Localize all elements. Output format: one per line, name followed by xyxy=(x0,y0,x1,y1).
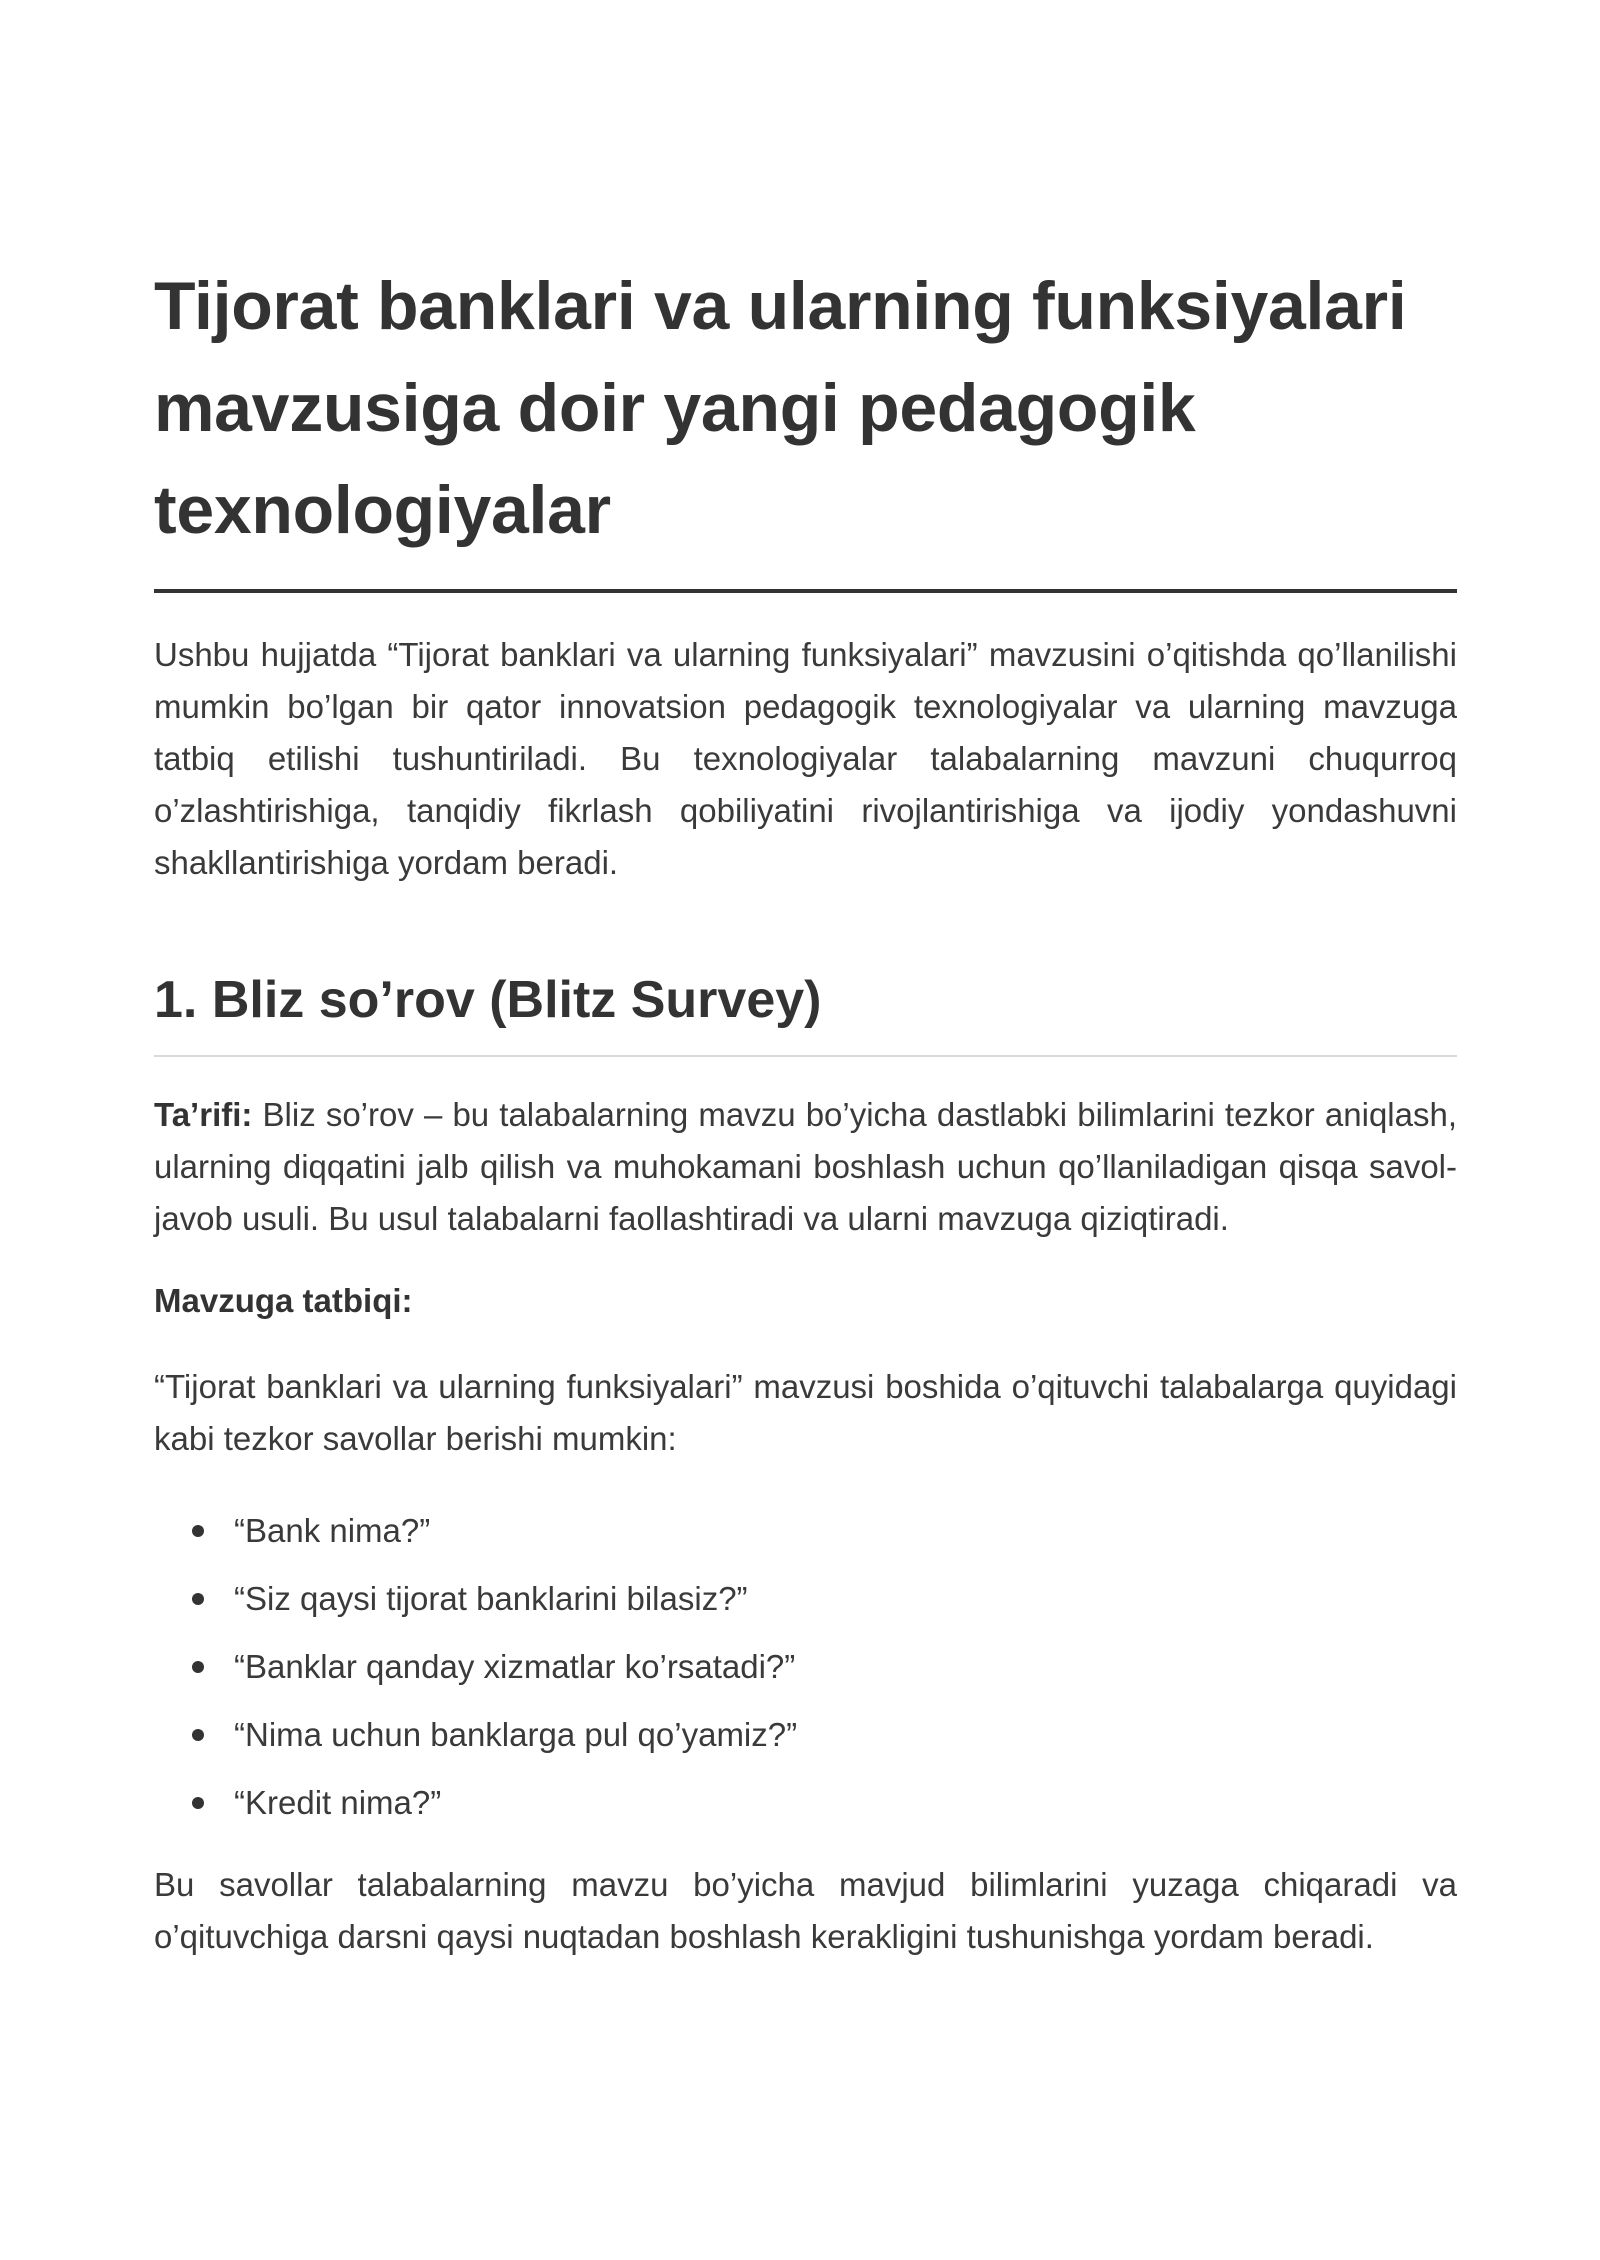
bullet-icon xyxy=(192,1661,204,1673)
definition-paragraph xyxy=(154,1089,1457,1245)
question-list xyxy=(154,1497,1457,1837)
application-paragraph: “Tijorat banklari va ularning funksiyalari” mavzusi boshida o’qituvchi talabalarga quyidagi kabi tezkor savollar berishi mumkin: xyxy=(154,1368,1457,1457)
list-item xyxy=(234,1565,1457,1633)
application-subheading: Mavzuga tatbiqi: xyxy=(154,1282,413,1319)
list-item xyxy=(234,1497,1457,1565)
question-text: “Bank nima?” xyxy=(234,1512,431,1549)
intro-paragraph: Ushbu hujjatda “Tijorat banklari va ularning funksiyalari” mavzusini o’qitishda qo’llanilishi mumkin bo’lgan bir qator innovatsion pedagogik texnologiyalar va ularning mavzuga tatbiq etilishi tushuntiriladi. Bu texnologiyalar talabalarning mavzuni chuqurroq o’zlashtirishiga, tanqidiy fikrlash qobiliyatini rivojlantirishiga va ijodiy yondashuvni shakllantirishiga yordam beradi. xyxy=(154,636,1457,881)
question-text: “Banklar qanday xizmatlar ko’rsatadi?” xyxy=(234,1648,796,1685)
document-title: Tijorat banklari va ularning funksiyalari mavzusiga doir yangi pedagogik texnologiyalar xyxy=(154,268,1407,548)
document-page xyxy=(154,0,1457,1963)
question-text: “Kredit nima?” xyxy=(234,1784,442,1821)
section-divider xyxy=(154,1055,1457,1057)
list-item xyxy=(234,1769,1457,1837)
title-divider xyxy=(154,589,1457,593)
bullet-icon xyxy=(192,1593,204,1605)
list-item xyxy=(234,1701,1457,1769)
section-heading-blitz-survey: 1. Bliz so’rov (Blitz Survey) xyxy=(154,971,822,1029)
bullet-icon xyxy=(192,1525,204,1537)
closing-paragraph: Bu savollar talabalarning mavzu bo’yicha mavjud bilimlarini yuzaga chiqaradi va o’qituvchiga darsni qaysi nuqtadan boshlash kerakligini tushunishga yordam beradi. xyxy=(154,1866,1457,1955)
list-item xyxy=(234,1633,1457,1701)
bullet-icon xyxy=(192,1729,204,1741)
bullet-icon xyxy=(192,1797,204,1809)
definition-label: Ta’rifi: xyxy=(154,1096,253,1133)
definition-text: Bliz so’rov – bu talabalarning mavzu bo’yicha dastlabki bilimlarini tezkor aniqlash, ularning diqqatini jalb qilish va muhokamani boshlash uchun qo’llaniladigan qisqa savol-javob usuli. Bu usul talabalarni faollashtiradi va ularni mavzuga qiziqtiradi. xyxy=(154,1096,1457,1237)
question-text: “Siz qaysi tijorat banklarini bilasiz?” xyxy=(234,1580,748,1617)
question-text: “Nima uchun banklarga pul qo’yamiz?” xyxy=(234,1716,798,1753)
